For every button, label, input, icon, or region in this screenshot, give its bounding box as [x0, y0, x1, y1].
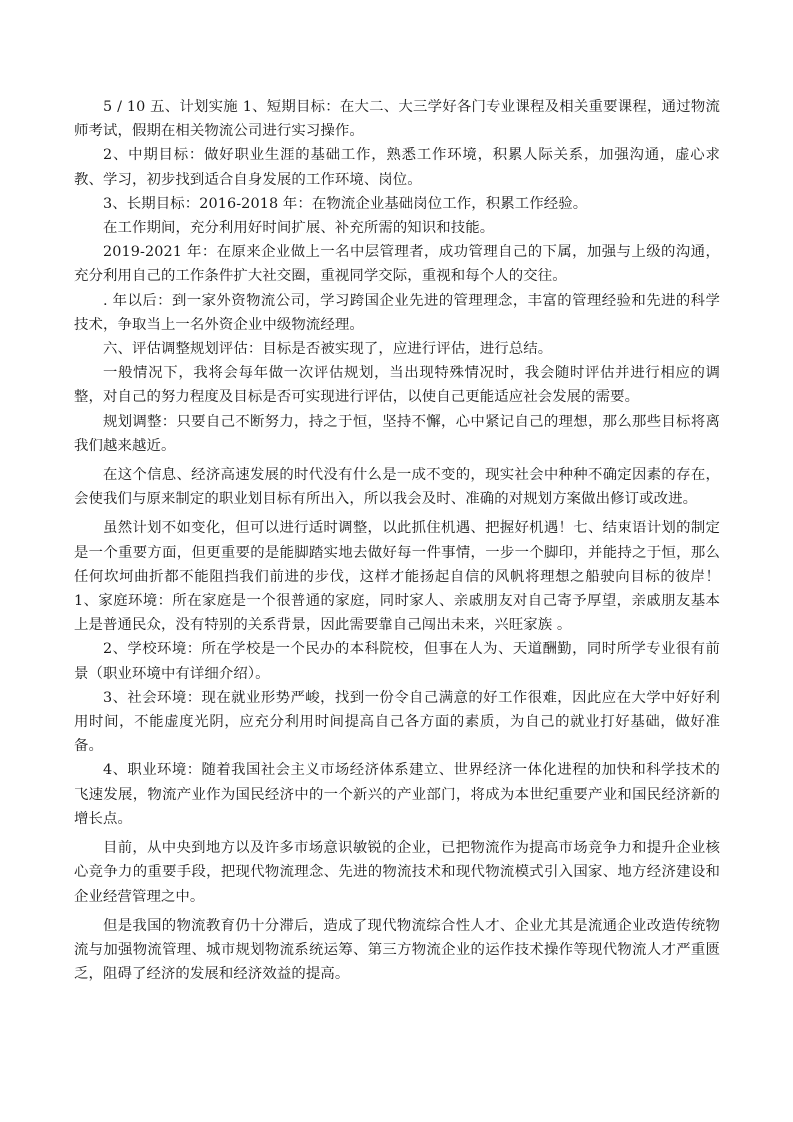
paragraph-current-logistics: 目前，从中央到地方以及许多市场意识敏锐的企业，已把物流作为提高市场竞争力和提升企业核心竞争力的重要手段，把现代物流理念、先进的物流技术和现代物流模式引入国家、地方经济建设和企业经营管理之中。 — [74, 840, 720, 905]
paragraph-general-evaluation: 一般情况下，我将会每年做一次评估规划，当出现特殊情况时，我会随时评估并进行相应的调整，对自己的努力程度及目标是否可实现进行评估，以使自己更能适应社会发展的需要。 — [74, 365, 720, 406]
paragraph-long-term-goal: 3、长期目标：2016-2018 年：在物流企业基础岗位工作，积累工作经验。 — [103, 195, 588, 212]
paragraph-evaluation-heading: 六、评估调整规划评估：目标是否被实现了，应进行评估，进行总结。 — [103, 341, 553, 358]
paragraph-mid-term-goal: 2、中期目标：做好职业生涯的基础工作，熟悉工作环境，积累人际关系，加强沟通，虚心求教、学习，初步找到适合自身发展的工作环境、岗位。 — [74, 147, 720, 188]
paragraph-logistics-education: 但是我国的物流教育仍十分滞后，造成了现代物流综合性人才、企业尤其是流通企业改造传统物流与加强物流管理、城市规划物流系统运筹、第三方物流企业的运作技术操作等现代物流人才严重匮乏，阻碍了经济的发展和经济效益的提高。 — [74, 917, 720, 983]
document-body — [74, 95, 720, 986]
paragraph-later-years: . 年以后：到一家外资物流公司，学习跨国企业先进的管理理念，丰富的管理经验和先进的科学技术，争取当上一名外资企业中级物流经理。 — [74, 292, 720, 333]
paragraph-social-environment: 3、社会环境：现在就业形势严峻，找到一份令自己满意的好工作很难，因此应在大学中好好利用时间，不能虚度光阴，应充分利用时间提高自己各方面的素质，为自己的就业打好基础，做好准备。 — [74, 689, 720, 755]
paragraph-career-environment: 4、职业环境：随着我国社会主义市场经济体系建立、世界经济一体化进程的加快和科学技术的飞速发展，物流产业作为国民经济中的一个新兴的产业部门，将成为本世纪重要产业和国民经济新的增长点。 — [74, 762, 720, 827]
paragraph-school-environment: 2、学校环境：所在学校是一个民办的本科院校，但事在人为、天道酬勤，同时所学专业很有前景（职业环境中有详细介绍）。 — [74, 641, 720, 682]
paragraph-short-term-goal: 5 / 10 五、计划实施 1、短期目标：在大二、大三学好各门专业课程及相关重要课程，通过物流师考试，假期在相关物流公司进行实习操作。 — [74, 99, 720, 140]
paragraph-conclusion-family: 虽然计划不如变化，但可以进行适时调整，以此抓住机遇、把握好机遇！七、结束语计划的制定是一个重要方面，但更重要的是能脚踏实地去做好每一件事情，一步一个脚印，并能持之于恒，那么任何坎坷曲折都不能阻挡我们前进的步伐，这样才能扬起自信的风帆将理想之船驶向目标的彼岸！1、家庭环境：所在家庭是一个很普通的家庭，同时家人、亲戚朋友对自己寄予厚望，亲戚朋友基本上是普通民众，没有特别的关系背景，因此需要靠自己闯出未来，兴旺家族 。 — [74, 520, 720, 634]
paragraph-2019-2021: 2019-2021 年：在原来企业做上一名中层管理者，成功管理自己的下属，加强与上级的沟通，充分利用自己的工作条件扩大社交圈，重视同学交际，重视和每个人的交往。 — [74, 244, 720, 285]
paragraph-information-era: 在这个信息、经济高速发展的时代没有什么是一成不变的，现实社会中种种不确定因素的存在，会使我们与原来制定的职业划目标有所出入，所以我会及时、准确的对规划方案做出修订或改进。 — [74, 467, 720, 508]
paragraph-plan-adjustment: 规划调整：只要自己不断努力，持之于恒，坚持不懈，心中紧记自己的理想，那么那些目标将离我们越来越近。 — [74, 413, 720, 454]
paragraph-work-period: 在工作期间，充分利用好时间扩展、补充所需的知识和技能。 — [103, 220, 495, 237]
